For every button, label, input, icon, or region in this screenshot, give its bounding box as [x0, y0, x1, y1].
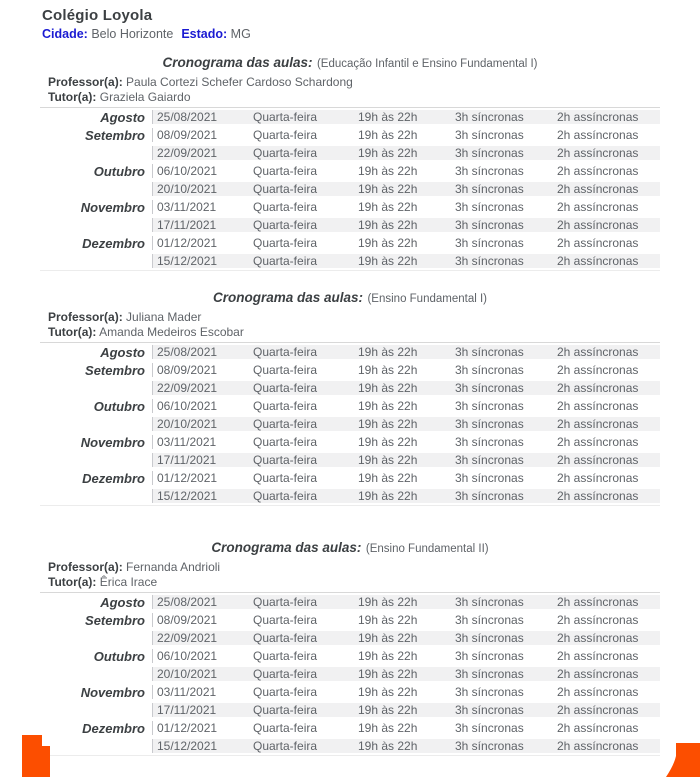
sync-hours-cell: 3h síncronas — [451, 345, 553, 359]
weekday-cell: Quarta-feira — [253, 236, 318, 250]
tutor-label: Tutor(a): — [48, 575, 97, 589]
async-hours-cell: 2h assíncronas — [557, 200, 639, 214]
table-row — [40, 415, 660, 433]
weekday-cell: Quarta-feira — [253, 200, 318, 214]
date-cell: 08/09/2021 — [152, 613, 249, 627]
month-cell: Setembro — [40, 363, 152, 378]
weekday-cell: Quarta-feira — [249, 739, 354, 753]
table-row — [40, 433, 660, 451]
table-row — [40, 216, 660, 234]
tutor-label: Tutor(a): — [48, 90, 97, 104]
date-cell: 17/11/2021 — [152, 703, 249, 717]
weekday-cell: Quarta-feira — [253, 613, 318, 627]
weekday-cell: Quarta-feira — [249, 489, 354, 503]
time-cell: 19h às 22h — [354, 146, 451, 160]
date-cell: 20/10/2021 — [152, 182, 249, 196]
date-cell: 06/10/2021 — [152, 649, 249, 663]
document-header — [0, 7, 700, 41]
weekday-cell: Quarta-feira — [249, 595, 354, 609]
weekday-cell: Quarta-feira — [249, 345, 354, 359]
time-cell: 19h às 22h — [354, 182, 451, 196]
professor-line — [48, 560, 700, 575]
date-cell: 03/11/2021 — [152, 685, 249, 699]
schedule-table — [40, 592, 660, 756]
tutor-name: Graziela Gaiardo — [99, 90, 191, 104]
time-cell: 19h às 22h — [358, 363, 418, 377]
date-cell: 15/12/2021 — [152, 739, 249, 753]
sync-hours-cell: 3h síncronas — [451, 417, 553, 431]
async-hours-cell: 2h assíncronas — [557, 128, 639, 142]
professor-line — [48, 310, 700, 325]
weekday-cell: Quarta-feira — [249, 703, 354, 717]
async-hours-cell: 2h assíncronas — [557, 399, 639, 413]
section-title — [0, 54, 700, 73]
school-name: Colégio Loyola — [42, 7, 153, 24]
professor-name: Paula Cortezi Schefer Cardoso Schardong — [126, 75, 353, 89]
time-cell: 19h às 22h — [354, 110, 451, 124]
time-cell: 19h às 22h — [354, 381, 451, 395]
city-value: Belo Horizonte — [91, 27, 174, 41]
async-hours-cell: 2h assíncronas — [553, 703, 660, 717]
sync-hours-cell: 3h síncronas — [451, 453, 553, 467]
date-cell: 03/11/2021 — [152, 435, 249, 449]
weekday-cell: Quarta-feira — [253, 363, 318, 377]
section-subtitle-text: (Ensino Fundamental II) — [365, 543, 489, 555]
async-hours-cell: 2h assíncronas — [557, 613, 639, 627]
orange-corner-graphic-right — [664, 743, 700, 777]
time-cell: 19h às 22h — [358, 164, 418, 178]
async-hours-cell: 2h assíncronas — [553, 110, 660, 124]
async-hours-cell: 2h assíncronas — [553, 595, 660, 609]
async-hours-cell: 2h assíncronas — [553, 182, 660, 196]
sync-hours-cell: 3h síncronas — [451, 703, 553, 717]
month-cell: Outubro — [40, 399, 152, 414]
async-hours-cell: 2h assíncronas — [557, 435, 639, 449]
location-line — [42, 27, 700, 41]
month-cell: Agosto — [40, 110, 152, 125]
time-cell: 19h às 22h — [354, 417, 451, 431]
table-row — [40, 180, 660, 198]
table-row — [40, 144, 660, 162]
async-hours-cell: 2h assíncronas — [557, 685, 639, 699]
time-cell: 19h às 22h — [358, 685, 418, 699]
table-row — [40, 647, 660, 665]
sync-hours-cell: 3h síncronas — [455, 721, 524, 735]
weekday-cell: Quarta-feira — [253, 649, 318, 663]
time-cell: 19h às 22h — [354, 667, 451, 681]
professor-line — [48, 75, 700, 90]
async-hours-cell: 2h assíncronas — [557, 164, 639, 178]
table-row — [40, 108, 660, 126]
time-cell: 19h às 22h — [354, 254, 451, 268]
sync-hours-cell: 3h síncronas — [455, 471, 524, 485]
sync-hours-cell: 3h síncronas — [451, 667, 553, 681]
section-title — [0, 289, 700, 308]
sync-hours-cell: 3h síncronas — [451, 254, 553, 268]
month-cell: Novembro — [40, 200, 152, 215]
table-row — [40, 397, 660, 415]
time-cell: 19h às 22h — [358, 471, 418, 485]
sync-hours-cell: 3h síncronas — [455, 685, 524, 699]
schedule-table — [40, 107, 660, 271]
time-cell: 19h às 22h — [358, 613, 418, 627]
table-row — [40, 611, 660, 629]
sync-hours-cell: 3h síncronas — [455, 613, 524, 627]
section-title-text: Cronograma das aulas: — [212, 290, 364, 305]
schedule-table — [40, 342, 660, 506]
table-row — [40, 487, 660, 505]
date-cell: 25/08/2021 — [152, 595, 249, 609]
city-label: Cidade: — [42, 27, 88, 41]
time-cell: 19h às 22h — [358, 649, 418, 663]
time-cell: 19h às 22h — [354, 345, 451, 359]
section-title-text: Cronograma das aulas: — [211, 540, 362, 555]
async-hours-cell: 2h assíncronas — [557, 721, 639, 735]
async-hours-cell: 2h assíncronas — [553, 218, 660, 232]
tutor-line — [48, 575, 700, 590]
weekday-cell: Quarta-feira — [249, 381, 354, 395]
async-hours-cell: 2h assíncronas — [553, 631, 660, 645]
table-row — [40, 162, 660, 180]
async-hours-cell: 2h assíncronas — [553, 417, 660, 431]
async-hours-cell: 2h assíncronas — [557, 363, 639, 377]
tutor-name: Amanda Medeiros Escobar — [99, 325, 244, 339]
table-row — [40, 252, 660, 270]
orange-corner-graphic-left — [0, 735, 60, 777]
sync-hours-cell: 3h síncronas — [455, 649, 524, 663]
weekday-cell: Quarta-feira — [249, 667, 354, 681]
async-hours-cell: 2h assíncronas — [557, 236, 639, 250]
weekday-cell: Quarta-feira — [253, 685, 318, 699]
table-row — [40, 737, 660, 755]
section-title-text: Cronograma das aulas: — [162, 55, 313, 70]
time-cell: 19h às 22h — [358, 200, 418, 214]
schedule-section-2 — [0, 289, 700, 506]
month-cell: Dezembro — [40, 721, 152, 736]
time-cell: 19h às 22h — [358, 435, 418, 449]
weekday-cell: Quarta-feira — [253, 721, 318, 735]
month-cell: Agosto — [40, 345, 152, 360]
section-subtitle-text: (Educação Infantil e Ensino Fundamental I) — [316, 58, 538, 70]
table-row — [40, 126, 660, 144]
date-cell: 22/09/2021 — [152, 146, 249, 160]
async-hours-cell: 2h assíncronas — [553, 345, 660, 359]
date-cell: 08/09/2021 — [152, 128, 249, 142]
table-row — [40, 198, 660, 216]
date-cell: 17/11/2021 — [152, 453, 249, 467]
month-cell: Agosto — [40, 595, 152, 610]
time-cell: 19h às 22h — [354, 631, 451, 645]
table-row — [40, 593, 660, 611]
tutor-name: Êrica Irace — [99, 575, 158, 589]
tutor-line — [48, 325, 700, 340]
date-cell: 08/09/2021 — [152, 363, 249, 377]
weekday-cell: Quarta-feira — [249, 110, 354, 124]
date-cell: 22/09/2021 — [152, 381, 249, 395]
time-cell: 19h às 22h — [358, 721, 418, 735]
time-cell: 19h às 22h — [354, 489, 451, 503]
weekday-cell: Quarta-feira — [253, 164, 318, 178]
sync-hours-cell: 3h síncronas — [451, 381, 553, 395]
sync-hours-cell: 3h síncronas — [455, 363, 524, 377]
date-cell: 01/12/2021 — [152, 471, 249, 485]
async-hours-cell: 2h assíncronas — [553, 667, 660, 681]
table-row — [40, 719, 660, 737]
async-hours-cell: 2h assíncronas — [553, 381, 660, 395]
month-cell: Setembro — [40, 128, 152, 143]
time-cell: 19h às 22h — [354, 703, 451, 717]
time-cell: 19h às 22h — [358, 236, 418, 250]
state-value: MG — [230, 27, 251, 41]
time-cell: 19h às 22h — [358, 399, 418, 413]
async-hours-cell: 2h assíncronas — [553, 453, 660, 467]
date-cell: 06/10/2021 — [152, 164, 249, 178]
weekday-cell: Quarta-feira — [249, 182, 354, 196]
month-cell: Novembro — [40, 435, 152, 450]
professor-label: Professor(a): — [48, 560, 123, 574]
time-cell: 19h às 22h — [358, 128, 418, 142]
sync-hours-cell: 3h síncronas — [455, 399, 524, 413]
table-row — [40, 701, 660, 719]
date-cell: 17/11/2021 — [152, 218, 249, 232]
async-hours-cell: 2h assíncronas — [557, 471, 639, 485]
month-cell: Dezembro — [40, 236, 152, 251]
month-cell: Dezembro — [40, 471, 152, 486]
weekday-cell: Quarta-feira — [249, 453, 354, 467]
time-cell: 19h às 22h — [354, 595, 451, 609]
table-row — [40, 379, 660, 397]
sync-hours-cell: 3h síncronas — [455, 164, 524, 178]
orange-shape — [22, 735, 50, 777]
async-hours-cell: 2h assíncronas — [553, 739, 660, 753]
professor-name: Fernanda Andrioli — [126, 560, 221, 574]
async-hours-cell: 2h assíncronas — [553, 146, 660, 160]
table-row — [40, 234, 660, 252]
weekday-cell: Quarta-feira — [249, 254, 354, 268]
tutor-label: Tutor(a): — [48, 325, 97, 339]
section-title — [0, 539, 700, 558]
date-cell: 01/12/2021 — [152, 721, 249, 735]
sync-hours-cell: 3h síncronas — [451, 110, 553, 124]
date-cell: 25/08/2021 — [152, 110, 249, 124]
time-cell: 19h às 22h — [354, 218, 451, 232]
sync-hours-cell: 3h síncronas — [451, 595, 553, 609]
date-cell: 03/11/2021 — [152, 200, 249, 214]
async-hours-cell: 2h assíncronas — [553, 254, 660, 268]
weekday-cell: Quarta-feira — [249, 146, 354, 160]
table-row — [40, 629, 660, 647]
date-cell: 06/10/2021 — [152, 399, 249, 413]
weekday-cell: Quarta-feira — [253, 128, 318, 142]
sync-hours-cell: 3h síncronas — [455, 128, 524, 142]
schedule-section-3 — [0, 539, 700, 756]
weekday-cell: Quarta-feira — [253, 399, 318, 413]
sync-hours-cell: 3h síncronas — [451, 631, 553, 645]
sync-hours-cell: 3h síncronas — [455, 200, 524, 214]
sync-hours-cell: 3h síncronas — [455, 236, 524, 250]
sync-hours-cell: 3h síncronas — [451, 146, 553, 160]
table-row — [40, 361, 660, 379]
sync-hours-cell: 3h síncronas — [451, 182, 553, 196]
date-cell: 15/12/2021 — [152, 254, 249, 268]
state-label: Estado: — [181, 27, 228, 41]
schedule-section-1 — [0, 54, 700, 271]
sync-hours-cell: 3h síncronas — [451, 739, 553, 753]
section-subtitle-text: (Ensino Fundamental I) — [367, 293, 488, 305]
weekday-cell: Quarta-feira — [249, 218, 354, 232]
time-cell: 19h às 22h — [354, 453, 451, 467]
date-cell: 01/12/2021 — [152, 236, 249, 250]
table-row — [40, 343, 660, 361]
weekday-cell: Quarta-feira — [249, 631, 354, 645]
sync-hours-cell: 3h síncronas — [451, 489, 553, 503]
professor-name: Juliana Mader — [126, 310, 202, 324]
month-cell: Outubro — [40, 164, 152, 179]
orange-shape — [666, 743, 700, 777]
time-cell: 19h às 22h — [354, 739, 451, 753]
date-cell: 22/09/2021 — [152, 631, 249, 645]
month-cell: Novembro — [40, 685, 152, 700]
professor-label: Professor(a): — [48, 310, 123, 324]
month-cell: Setembro — [40, 613, 152, 628]
date-cell: 20/10/2021 — [152, 667, 249, 681]
sync-hours-cell: 3h síncronas — [451, 218, 553, 232]
date-cell: 20/10/2021 — [152, 417, 249, 431]
date-cell: 25/08/2021 — [152, 345, 249, 359]
sync-hours-cell: 3h síncronas — [455, 435, 524, 449]
weekday-cell: Quarta-feira — [253, 471, 318, 485]
weekday-cell: Quarta-feira — [249, 417, 354, 431]
tutor-line — [48, 90, 700, 105]
table-row — [40, 451, 660, 469]
date-cell: 15/12/2021 — [152, 489, 249, 503]
table-row — [40, 469, 660, 487]
async-hours-cell: 2h assíncronas — [557, 649, 639, 663]
document-page — [0, 7, 700, 777]
weekday-cell: Quarta-feira — [253, 435, 318, 449]
table-row — [40, 683, 660, 701]
table-row — [40, 665, 660, 683]
async-hours-cell: 2h assíncronas — [553, 489, 660, 503]
professor-label: Professor(a): — [48, 75, 123, 89]
month-cell: Outubro — [40, 649, 152, 664]
